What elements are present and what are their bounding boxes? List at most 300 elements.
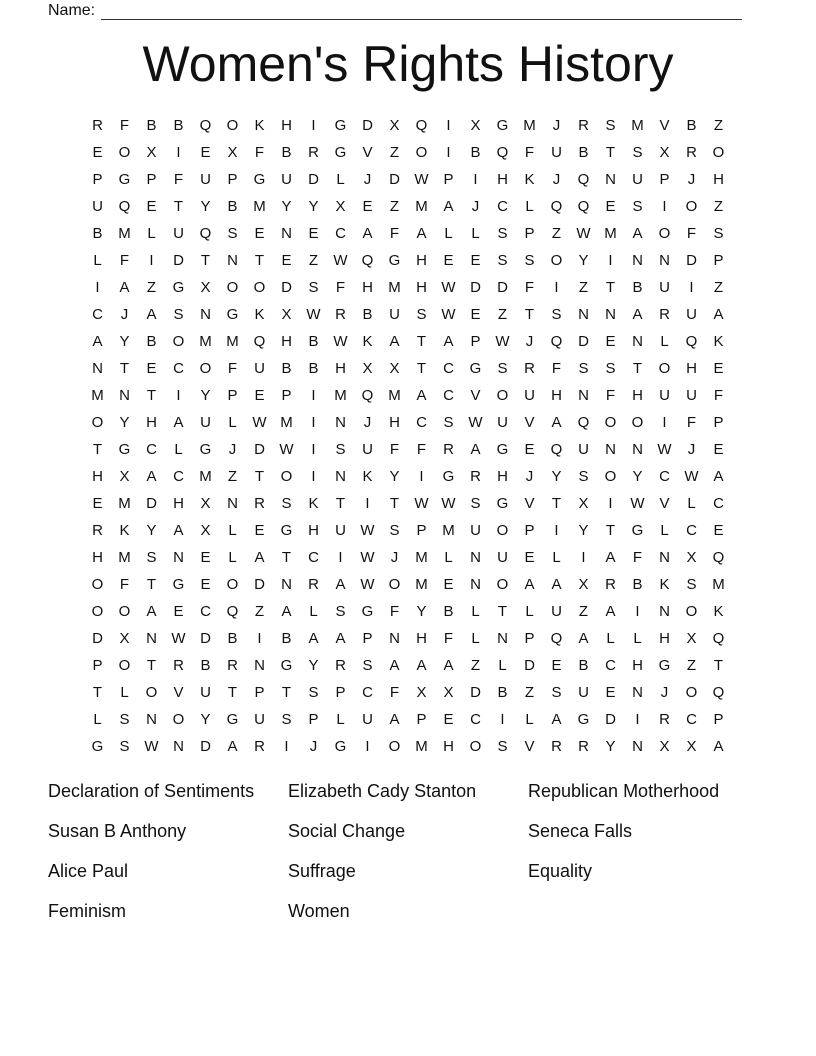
grid-letter: S xyxy=(362,657,373,674)
grid-letter: M xyxy=(415,549,428,566)
grid-letter: Y xyxy=(632,468,643,485)
grid-letter: X xyxy=(578,576,589,593)
grid-letter: X xyxy=(389,117,400,134)
grid-letter: T xyxy=(713,657,724,674)
grid-letter: A xyxy=(443,198,454,215)
grid-letter: Q xyxy=(361,252,374,269)
grid-letter: J xyxy=(525,333,534,350)
grid-letter: X xyxy=(146,144,157,161)
grid-letter: K xyxy=(254,306,265,323)
grid-letter: G xyxy=(361,603,374,620)
grid-letter: J xyxy=(228,441,237,458)
word-list-item: Susan B Anthony xyxy=(48,821,187,841)
grid-letter: J xyxy=(120,306,129,323)
grid-letter: T xyxy=(146,387,157,404)
grid-letter: R xyxy=(254,738,265,755)
grid-letter: E xyxy=(713,360,724,377)
grid-letter: A xyxy=(335,630,346,647)
grid-letter: P xyxy=(524,630,535,647)
grid-letter: M xyxy=(118,225,131,242)
grid-letter: D xyxy=(254,576,265,593)
grid-letter: L xyxy=(336,711,345,728)
grid-letter: F xyxy=(605,387,616,404)
grid-letter: A xyxy=(389,657,400,674)
grid-letter: Y xyxy=(416,603,427,620)
grid-letter: H xyxy=(281,333,292,350)
grid-letter: E xyxy=(713,522,724,539)
grid-letter: C xyxy=(200,603,211,620)
grid-letter: N xyxy=(470,576,481,593)
grid-letter: L xyxy=(93,252,102,269)
grid-letter: O xyxy=(91,414,104,431)
grid-letter: L xyxy=(660,522,669,539)
grid-letter: Y xyxy=(200,387,211,404)
grid-letter: G xyxy=(496,441,509,458)
grid-letter: R xyxy=(659,306,670,323)
grid-letter: X xyxy=(200,495,211,512)
grid-letter: A xyxy=(416,657,427,674)
grid-letter: V xyxy=(362,144,373,161)
grid-letter: G xyxy=(118,441,131,458)
grid-letter: J xyxy=(687,441,696,458)
grid-letter: U xyxy=(335,522,346,539)
grid-letter: L xyxy=(525,603,534,620)
grid-letter: Q xyxy=(685,333,698,350)
grid-letter: N xyxy=(632,333,643,350)
grid-letter: F xyxy=(173,171,184,188)
grid-letter: W xyxy=(171,630,186,647)
grid-letter: G xyxy=(172,576,185,593)
grid-letter: U xyxy=(200,684,211,701)
grid-letter: H xyxy=(632,387,643,404)
grid-letter: I xyxy=(95,279,100,296)
grid-letter: K xyxy=(713,603,724,620)
grid-letter: O xyxy=(685,603,698,620)
grid-letter: W xyxy=(441,279,456,296)
grid-letter: J xyxy=(525,468,534,485)
grid-letter: G xyxy=(631,522,644,539)
grid-letter: H xyxy=(551,387,562,404)
grid-letter: S xyxy=(389,522,400,539)
grid-letter: H xyxy=(443,738,454,755)
grid-letter: I xyxy=(473,171,478,188)
grid-letter: Z xyxy=(686,657,697,674)
grid-letter: A xyxy=(443,657,454,674)
grid-letter: A xyxy=(713,738,724,755)
grid-letter: Q xyxy=(712,684,725,701)
grid-letter: V xyxy=(524,495,535,512)
grid-letter: L xyxy=(309,603,318,620)
grid-letter: F xyxy=(713,387,724,404)
grid-letter: E xyxy=(92,495,103,512)
grid-letter: G xyxy=(334,738,347,755)
grid-letter: L xyxy=(444,549,453,566)
grid-letter: H xyxy=(416,279,427,296)
grid-letter: O xyxy=(604,468,617,485)
grid-letter: E xyxy=(443,576,454,593)
grid-letter: Y xyxy=(281,198,292,215)
grid-letter: F xyxy=(119,576,130,593)
grid-letter: A xyxy=(524,576,535,593)
grid-letter: D xyxy=(578,333,589,350)
grid-letter: U xyxy=(254,360,265,377)
grid-letter: Q xyxy=(712,549,725,566)
grid-letter: F xyxy=(632,549,643,566)
grid-letter: U xyxy=(200,171,211,188)
grid-letter: U xyxy=(470,522,481,539)
grid-letter: Q xyxy=(577,171,590,188)
word-list xyxy=(48,776,768,936)
grid-letter: T xyxy=(389,495,400,512)
grid-letter: U xyxy=(578,441,589,458)
grid-letter: M xyxy=(199,333,212,350)
grid-letter: A xyxy=(254,549,265,566)
grid-letter: N xyxy=(470,549,481,566)
grid-letter: N xyxy=(227,495,238,512)
grid-letter: A xyxy=(362,225,373,242)
grid-letter: A xyxy=(551,414,562,431)
grid-letter: F xyxy=(119,252,130,269)
grid-letter: X xyxy=(227,144,238,161)
grid-letter: H xyxy=(497,171,508,188)
grid-letter: L xyxy=(471,603,480,620)
grid-letter: S xyxy=(524,252,535,269)
grid-letter: S xyxy=(578,468,589,485)
grid-letter: Z xyxy=(227,468,238,485)
grid-letter: B xyxy=(146,117,157,134)
grid-letter: N xyxy=(227,252,238,269)
word-list-item: Alice Paul xyxy=(48,861,129,881)
grid-letter: W xyxy=(306,306,321,323)
grid-letter: J xyxy=(309,738,318,755)
grid-letter: Z xyxy=(713,279,724,296)
grid-letter: A xyxy=(173,522,184,539)
grid-letter: Z xyxy=(524,684,535,701)
grid-letter: C xyxy=(470,711,481,728)
grid-letter: Q xyxy=(199,225,212,242)
grid-letter: G xyxy=(334,144,347,161)
grid-letter: G xyxy=(442,468,455,485)
grid-letter: O xyxy=(496,387,509,404)
grid-letter: J xyxy=(687,171,696,188)
grid-letter: W xyxy=(333,252,348,269)
grid-letter: P xyxy=(335,684,346,701)
grid-letter: D xyxy=(524,657,535,674)
grid-letter: S xyxy=(308,279,319,296)
grid-letter: E xyxy=(605,333,616,350)
grid-letter: Z xyxy=(389,198,400,215)
grid-letter: T xyxy=(146,576,157,593)
grid-letter: X xyxy=(200,522,211,539)
grid-letter: C xyxy=(686,711,697,728)
grid-letter: X xyxy=(200,279,211,296)
grid-letter: I xyxy=(149,252,154,269)
grid-letter: N xyxy=(200,306,211,323)
grid-letter: S xyxy=(497,252,508,269)
grid-letter: A xyxy=(551,576,562,593)
grid-letter: E xyxy=(362,198,373,215)
grid-letter: V xyxy=(524,738,535,755)
grid-letter: I xyxy=(662,414,667,431)
grid-letter: Q xyxy=(577,414,590,431)
grid-letter: B xyxy=(227,198,238,215)
grid-letter: K xyxy=(362,468,373,485)
grid-letter: X xyxy=(686,630,697,647)
grid-letter: T xyxy=(605,279,616,296)
grid-letter: T xyxy=(92,441,103,458)
grid-letter: M xyxy=(523,117,536,134)
grid-letter: M xyxy=(253,198,266,215)
grid-letter: L xyxy=(525,198,534,215)
grid-letter: T xyxy=(281,549,292,566)
grid-letter: B xyxy=(227,630,238,647)
grid-letter: H xyxy=(92,468,103,485)
grid-letter: O xyxy=(658,360,671,377)
grid-letter: T xyxy=(551,495,562,512)
grid-letter: M xyxy=(712,576,725,593)
grid-letter: B xyxy=(308,360,319,377)
grid-letter: D xyxy=(281,279,292,296)
grid-letter: N xyxy=(632,441,643,458)
grid-letter: N xyxy=(578,387,589,404)
grid-letter: O xyxy=(199,360,212,377)
grid-letter: R xyxy=(92,522,103,539)
grid-letter: F xyxy=(227,360,238,377)
grid-letter: G xyxy=(280,522,293,539)
grid-letter: E xyxy=(146,360,157,377)
grid-letter: S xyxy=(686,576,697,593)
grid-letter: W xyxy=(360,576,375,593)
grid-letter: E xyxy=(92,144,103,161)
grid-letter: A xyxy=(713,468,724,485)
grid-letter: M xyxy=(631,117,644,134)
grid-letter: F xyxy=(551,360,562,377)
grid-letter: M xyxy=(415,576,428,593)
grid-letter: U xyxy=(686,387,697,404)
grid-letter: X xyxy=(416,684,427,701)
grid-letter: X xyxy=(686,549,697,566)
grid-letter: C xyxy=(173,468,184,485)
grid-letter: N xyxy=(335,468,346,485)
grid-letter: J xyxy=(363,414,372,431)
grid-letter: B xyxy=(497,684,508,701)
grid-letter: Y xyxy=(308,657,319,674)
grid-letter: O xyxy=(604,414,617,431)
grid-letter: N xyxy=(173,738,184,755)
grid-letter: A xyxy=(146,603,157,620)
grid-letter: U xyxy=(524,387,535,404)
grid-letter: N xyxy=(389,630,400,647)
name-blank-line[interactable] xyxy=(101,3,742,20)
grid-letter: R xyxy=(578,117,589,134)
grid-letter: A xyxy=(146,468,157,485)
grid-letter: N xyxy=(632,252,643,269)
grid-letter: F xyxy=(254,144,265,161)
grid-letter: Y xyxy=(200,711,211,728)
grid-letter: Q xyxy=(550,333,563,350)
grid-letter: W xyxy=(333,333,348,350)
grid-letter: M xyxy=(604,225,617,242)
grid-letter: O xyxy=(226,576,239,593)
grid-letter: H xyxy=(416,630,427,647)
grid-letter: B xyxy=(92,225,103,242)
grid-letter: F xyxy=(416,441,427,458)
grid-letter: G xyxy=(91,738,104,755)
grid-letter: O xyxy=(388,738,401,755)
grid-letter: U xyxy=(659,279,670,296)
grid-letter: I xyxy=(284,738,289,755)
grid-letter: D xyxy=(497,279,508,296)
grid-letter: C xyxy=(146,441,157,458)
grid-letter: U xyxy=(362,711,373,728)
grid-letter: A xyxy=(605,549,616,566)
grid-letter: O xyxy=(145,684,158,701)
grid-letter: P xyxy=(92,171,103,188)
grid-letter: T xyxy=(281,684,292,701)
grid-letter: Z xyxy=(578,603,589,620)
grid-letter: N xyxy=(605,306,616,323)
grid-letter: Y xyxy=(551,468,562,485)
grid-letter: S xyxy=(605,117,616,134)
grid-letter: R xyxy=(173,657,184,674)
grid-letter: R xyxy=(254,495,265,512)
grid-letter: O xyxy=(91,576,104,593)
grid-letter: A xyxy=(119,279,130,296)
grid-letter: I xyxy=(365,738,370,755)
grid-letter: E xyxy=(470,252,481,269)
grid-letter: P xyxy=(524,522,535,539)
grid-letter: X xyxy=(443,684,454,701)
grid-letter: H xyxy=(281,117,292,134)
grid-letter: V xyxy=(659,495,670,512)
grid-letter: K xyxy=(362,333,373,350)
grid-letter: L xyxy=(687,495,696,512)
grid-letter: U xyxy=(362,441,373,458)
grid-letter: X xyxy=(578,495,589,512)
grid-letter: E xyxy=(173,603,184,620)
grid-letter: D xyxy=(470,684,481,701)
grid-letter: M xyxy=(442,522,455,539)
grid-letter: F xyxy=(443,630,454,647)
grid-letter: F xyxy=(686,225,697,242)
grid-letter: R xyxy=(686,144,697,161)
grid-letter: L xyxy=(444,225,453,242)
grid-letter: M xyxy=(388,387,401,404)
grid-letter: N xyxy=(632,738,643,755)
grid-letter: I xyxy=(635,603,640,620)
grid-letter: C xyxy=(713,495,724,512)
grid-letter: J xyxy=(552,117,561,134)
grid-letter: Q xyxy=(415,117,428,134)
grid-letter: R xyxy=(524,360,535,377)
grid-letter: A xyxy=(227,738,238,755)
grid-letter: L xyxy=(471,630,480,647)
grid-letter: P xyxy=(308,711,319,728)
grid-letter: W xyxy=(144,738,159,755)
grid-letter: D xyxy=(470,279,481,296)
grid-letter: P xyxy=(713,414,724,431)
grid-letter: O xyxy=(550,252,563,269)
grid-letter: A xyxy=(443,333,454,350)
grid-letter: E xyxy=(605,684,616,701)
grid-letter: N xyxy=(632,684,643,701)
grid-letter: E xyxy=(443,252,454,269)
grid-letter: O xyxy=(253,279,266,296)
grid-letter: Y xyxy=(146,522,157,539)
grid-letter: Q xyxy=(550,441,563,458)
grid-letter: U xyxy=(659,387,670,404)
grid-letter: S xyxy=(551,306,562,323)
grid-letter: C xyxy=(173,360,184,377)
grid-letter: X xyxy=(470,117,481,134)
grid-letter: U xyxy=(632,171,643,188)
grid-letter: C xyxy=(443,387,454,404)
grid-letter: E xyxy=(200,549,211,566)
grid-letter: S xyxy=(119,738,130,755)
grid-letter: R xyxy=(335,306,346,323)
grid-letter: H xyxy=(389,414,400,431)
grid-letter: C xyxy=(92,306,103,323)
grid-letter: A xyxy=(389,333,400,350)
grid-letter: T xyxy=(200,252,211,269)
grid-letter: Z xyxy=(389,144,400,161)
grid-letter: C xyxy=(362,684,373,701)
grid-letter: H xyxy=(146,414,157,431)
grid-letter: I xyxy=(311,414,316,431)
grid-letter: Q xyxy=(253,333,266,350)
grid-letter: N xyxy=(335,414,346,431)
grid-letter: S xyxy=(470,495,481,512)
grid-letter: S xyxy=(416,306,427,323)
grid-letter: D xyxy=(254,441,265,458)
grid-letter: H xyxy=(632,657,643,674)
grid-letter: S xyxy=(497,738,508,755)
grid-letter: E xyxy=(605,198,616,215)
grid-letter: N xyxy=(659,549,670,566)
grid-letter: R xyxy=(308,144,319,161)
grid-letter: N xyxy=(605,171,616,188)
grid-letter: L xyxy=(336,171,345,188)
grid-letter: W xyxy=(684,468,699,485)
grid-letter: K xyxy=(524,171,535,188)
grid-letter: F xyxy=(119,117,130,134)
grid-letter: B xyxy=(308,333,319,350)
grid-letter: E xyxy=(443,711,454,728)
grid-letter: T xyxy=(335,495,346,512)
grid-letter: T xyxy=(119,360,130,377)
grid-letter: E xyxy=(200,576,211,593)
grid-letter: J xyxy=(660,684,669,701)
grid-letter: X xyxy=(335,198,346,215)
grid-letter: P xyxy=(713,252,724,269)
grid-letter: W xyxy=(657,441,672,458)
grid-letter: I xyxy=(446,117,451,134)
grid-letter: E xyxy=(713,441,724,458)
grid-letter: T xyxy=(416,333,427,350)
grid-letter: H xyxy=(416,252,427,269)
name-label: Name: xyxy=(48,2,96,19)
grid-letter: Q xyxy=(550,198,563,215)
grid-letter: D xyxy=(92,630,103,647)
word-list-item: Declaration of Sentiments xyxy=(48,781,255,801)
grid-letter: U xyxy=(551,144,562,161)
grid-letter: I xyxy=(311,441,316,458)
grid-letter: W xyxy=(576,225,591,242)
grid-letter: T xyxy=(92,684,103,701)
grid-letter: S xyxy=(281,711,292,728)
word-list-item: Feminism xyxy=(48,901,127,921)
grid-letter: S xyxy=(173,306,184,323)
